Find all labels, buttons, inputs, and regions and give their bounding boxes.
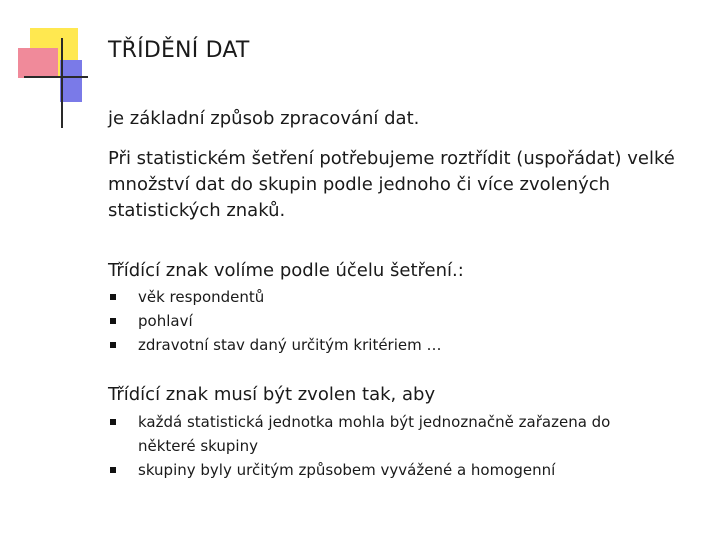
- section1-heading: Třídící znak volíme podle účelu šetření.:: [108, 260, 464, 281]
- blue-square: [60, 60, 82, 102]
- bullet-icon: [110, 294, 116, 300]
- section1-list: [110, 285, 442, 357]
- decorative-logo: [0, 0, 90, 130]
- list-item-text: zdravotní stav daný určitým kritériem …: [138, 336, 442, 354]
- slide-title: TŘÍDĚNÍ DAT: [108, 38, 250, 63]
- bullet-icon: [110, 342, 116, 348]
- description-paragraph: Při statistickém šetření potřebujeme roztřídit (uspořádat) velké množství dat do skupin podle jednoho či více zvolených statistických znaků.: [108, 148, 675, 221]
- bullet-icon: [110, 467, 116, 473]
- list-item: [110, 410, 670, 458]
- list-item-text: pohlaví: [138, 312, 193, 330]
- section2-heading: Třídící znak musí být zvolen tak, aby: [108, 384, 436, 405]
- intro-text: je základní způsob zpracování dat.: [108, 108, 420, 129]
- list-item-text: každá statistická jednotka mohla být jednoznačně zařazena do některé skupiny: [138, 413, 611, 455]
- section2-list: [110, 410, 670, 482]
- list-item-text: věk respondentů: [138, 288, 265, 306]
- vertical-line: [61, 38, 63, 128]
- list-item: [110, 458, 670, 482]
- list-item: [110, 285, 442, 309]
- list-item-text: skupiny byly určitým způsobem vyvážené a homogenní: [138, 461, 556, 479]
- list-item: [110, 309, 442, 333]
- horizontal-line: [24, 76, 88, 78]
- bullet-icon: [110, 318, 116, 324]
- bullet-icon: [110, 419, 116, 425]
- pink-square: [18, 48, 58, 78]
- list-item: [110, 333, 442, 357]
